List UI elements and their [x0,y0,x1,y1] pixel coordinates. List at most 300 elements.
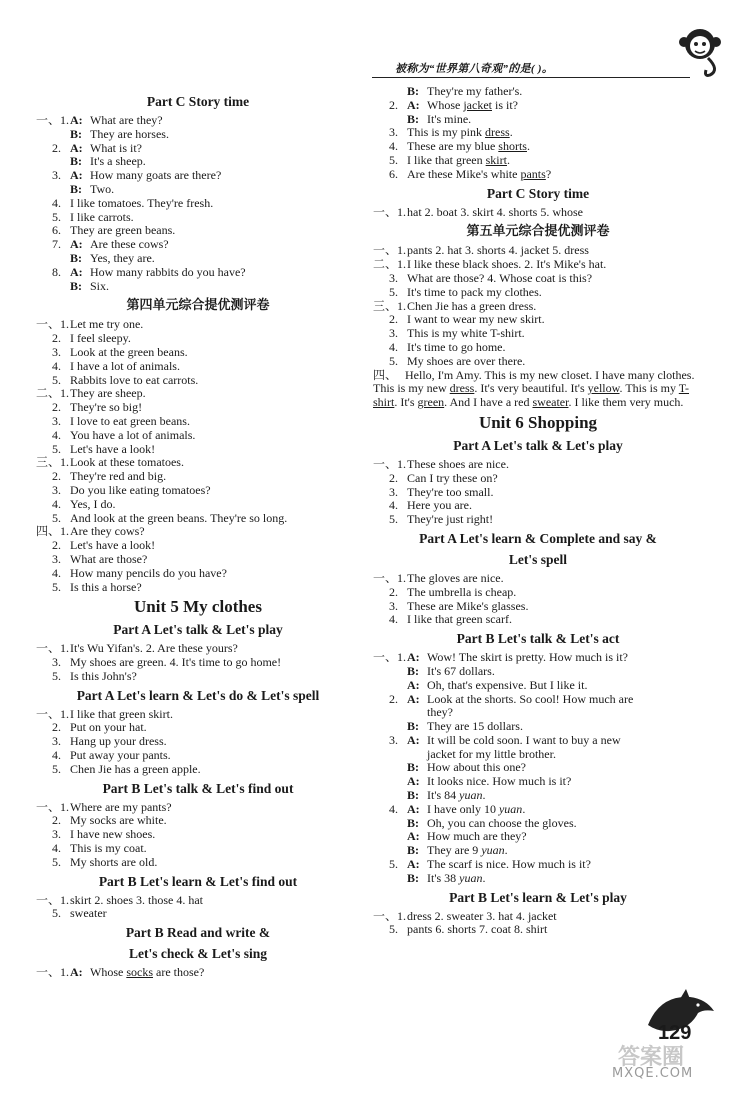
answer-word: dress [449,381,475,396]
line-text: pants 2. hat 3. shorts 4. jacket 5. dress [407,243,589,258]
item-number: 4. [52,565,61,580]
line-text: Whose [427,97,464,112]
line-body [427,706,453,720]
line-body [407,830,527,844]
line-body [70,966,204,980]
line-text: They are sheep. [70,386,146,401]
line-body [407,651,628,665]
italic-word: yuan [459,788,483,803]
line-text: Is this John's? [70,668,137,683]
answer-line [373,858,703,872]
speaker-label: A: [407,650,420,665]
answer-line [373,679,703,693]
line-text: Let's have a look! [70,441,156,456]
answer-line [36,763,360,777]
line-body [70,512,287,526]
line-text: They're too small. [407,484,494,499]
answer-line [36,155,360,169]
speaker-label: A: [70,965,83,980]
line-body [70,280,109,294]
italic-word: yuan [498,801,523,816]
answer-line [373,789,703,803]
line-body [407,775,571,789]
speaker-label: A: [407,774,420,789]
section-heading: Part A Let's talk & Let's play [113,622,283,638]
line-text: Do you like eating tomatoes? [70,482,211,497]
line-text: dress 2. sweater 3. hat 4. jacket [407,908,557,923]
item-number: 2. [52,140,61,155]
section-heading: Let's check & Let's sing [129,946,267,962]
line-text: I like these black shoes. 2. It's Mike's hat. [407,257,607,272]
answer-line [36,907,360,921]
item-number: 一、1. [373,243,407,258]
line-text: I like that green skirt. [70,706,173,721]
speaker-label: A: [407,97,420,112]
answer-line [373,472,703,486]
answer-line [36,128,360,142]
answer-line [373,748,703,762]
line-text: . [504,843,508,858]
speaker-label: B: [407,788,419,803]
speaker-label: B: [407,760,419,775]
line-text: My shoes are over there. [407,353,526,368]
item-number: 2. [52,400,61,415]
line-body [407,99,518,113]
line-text: How much are they? [427,829,527,844]
line-text: The scarf is nice. How much is it? [427,857,591,872]
line-text: . [526,139,530,154]
line-text: skirt 2. shoes 3. those 4. hat [70,892,203,907]
line-body [70,828,155,842]
line-text: My socks are white. [70,813,167,828]
item-number: 3. [52,344,61,359]
answer-line [373,99,703,113]
answer-line [36,567,360,581]
line-body [70,211,134,225]
answer-line [373,244,703,258]
speaker-label: A: [407,691,420,706]
line-text: It's time to go home. [407,339,506,354]
line-body [70,708,173,722]
item-number: 4. [52,748,61,763]
header-rule [372,77,690,78]
line-text: Put on your hat. [70,720,147,735]
line-text: What are those? [70,551,148,566]
item-number: 一、1. [373,908,407,923]
answer-line [36,429,360,443]
speaker-label: A: [70,168,83,183]
answer-line [36,894,360,908]
answer-line [36,553,360,567]
line-text: Oh, that's expensive. But I like it. [427,677,588,692]
line-text: hat 2. boat 3. skirt 4. shorts 5. whose [407,204,583,219]
line-text: It's 38 [427,870,460,885]
line-body [407,154,510,168]
item-number: 一、1. [36,965,70,980]
speaker-label: A: [407,801,420,816]
item-number: 3. [52,551,61,566]
item-number: 3. [389,270,398,285]
answer-line [36,484,360,498]
line-body [407,817,577,831]
answer-word: green [417,395,445,410]
section-heading: Part A Let's learn & Let's do & Let's spell [76,687,320,703]
answer-line [36,525,360,539]
answer-line [36,387,360,401]
answer-line [373,734,703,748]
line-body [70,114,163,128]
item-number: 2. [389,97,398,112]
paragraph-text: . I like them very much. [568,395,684,410]
line-body [407,789,486,803]
section-heading: Part A Let's learn & Complete and say & [419,530,657,546]
line-text: are those? [153,965,205,980]
answer-line [36,581,360,595]
line-text: What are those? 4. Whose coat is this? [407,270,593,285]
line-text: Put away your pants. [70,748,171,763]
line-body [70,429,195,443]
line-body [70,387,146,401]
line-text: How about this one? [427,760,526,775]
line-body [407,734,621,748]
answer-line [373,817,703,831]
line-text: How many pencils do you have? [70,565,227,580]
answer-line [36,114,360,128]
line-body [70,155,146,169]
answer-word: shorts [498,139,527,154]
line-body [70,567,227,581]
item-number: 一、1. [373,204,407,219]
item-number: 2. [52,469,61,484]
line-text: It's 67 dollars. [427,663,495,678]
line-body [407,586,516,600]
line-body [407,206,583,220]
line-text: Six. [90,278,110,293]
answer-line [373,154,703,168]
line-text: The gloves are nice. [407,570,504,585]
answer-line [36,539,360,553]
item-number: 2. [52,331,61,346]
answer-line [373,140,703,154]
line-body [70,525,145,539]
line-text: My shoes are green. 4. It's time to go home! [70,655,282,670]
answer-line [373,665,703,679]
answer-line [36,470,360,484]
line-text: And look at the green beans. They're so long. [70,510,288,525]
answer-line [373,458,703,472]
item-number: 一、1. [36,799,70,814]
line-text: It looks nice. How much is it? [427,774,572,789]
line-body [407,258,606,272]
item-number: 3. [52,168,61,183]
paragraph-text: . This is my [619,381,679,396]
item-number: 3. [52,482,61,497]
line-text: Look at the green beans. [70,344,188,359]
speaker-label: A: [407,677,420,692]
speaker-label: A: [70,264,83,279]
answer-word: socks [126,965,153,980]
line-body [407,286,542,300]
answer-line [373,600,703,614]
item-number: 5. [52,668,61,683]
answer-line [373,651,703,665]
line-body [407,85,522,99]
line-text: I want to wear my new skirt. [407,312,545,327]
line-body [70,894,203,908]
answer-word: sweater [532,395,569,410]
line-body [70,266,246,280]
line-body [407,923,547,937]
line-text: Are they cows? [70,524,145,539]
speaker-label: A: [407,732,420,747]
answer-line [36,252,360,266]
answer-line [36,169,360,183]
italic-word: yuan [459,870,483,885]
line-text: They are 15 dollars. [427,719,523,734]
answer-line [36,721,360,735]
line-body [407,600,528,614]
line-body [70,814,167,828]
line-body [407,872,486,886]
item-number: 3. [52,413,61,428]
item-number: 4. [52,358,61,373]
paragraph-text: Hello, I'm Amy. This is my new closet. I have many clothes. This is my new [373,367,695,396]
answer-line [373,286,703,300]
watermark-cn: 答案圈 [618,1045,685,1070]
line-text: They're my father's. [427,84,523,98]
item-number: 二、1. [373,257,407,272]
line-body [407,168,551,182]
paragraph-text: . And I have a red [444,395,533,410]
item-number: 4. [52,195,61,210]
line-text: Whose [90,965,127,980]
section-heading: Part B Read and write & [125,925,271,941]
line-text: This is my coat. [70,841,147,856]
line-text: I have new shoes. [70,827,156,842]
answer-line [373,706,703,720]
line-body [407,244,589,258]
answer-line [36,318,360,332]
line-body [407,313,545,327]
item-number: 5. [52,510,61,525]
speaker-label: B: [407,870,419,885]
item-number: 4. [52,496,61,511]
item-number: 四、1. [36,524,70,539]
line-body [407,458,509,472]
line-body [407,679,587,693]
line-text: This is my white T-shirt. [407,326,525,341]
line-text: Wow! The skirt is pretty. How much is it? [427,650,629,665]
line-text: Let me try one. [70,317,144,332]
line-text: I like carrots. [70,209,134,224]
section-heading: Part B Let's talk & Let's act [456,631,620,647]
line-text: I have only 10 [427,801,499,816]
answer-line [373,872,703,886]
answer-line [373,775,703,789]
line-text: Rabbits love to eat carrots. [70,372,199,387]
answer-line [36,183,360,197]
line-body [407,844,508,858]
line-body [407,665,495,679]
line-text: Yes, I do. [70,496,116,511]
line-text: Here you are. [407,498,472,513]
speaker-label: A: [70,113,83,127]
speaker-label: B: [70,126,82,141]
item-number: 一、1. [36,641,70,656]
answer-line [36,346,360,360]
section-heading: Let's spell [508,551,568,567]
answer-line [373,300,703,314]
line-body [407,341,505,355]
item-number: 2. [389,312,398,327]
line-body [407,613,512,627]
item-number: 4. [389,339,398,354]
line-body [70,763,201,777]
line-text: I like that green scarf. [407,612,512,627]
item-number: 2. [389,470,398,485]
line-text: I love to eat green beans. [70,413,190,428]
answer-line [373,586,703,600]
item-number: 2. [389,691,398,706]
line-body [70,470,166,484]
line-text: This is my pink [407,125,486,140]
item-number: 一、1. [373,650,407,665]
line-body [407,499,472,513]
section-heading: Part A Let's talk & Let's play [453,437,623,453]
speaker-label: B: [407,111,419,126]
italic-word: yuan [481,843,505,858]
answer-line [36,456,360,470]
line-body [70,801,172,815]
answer-line [36,443,360,457]
answer-line [36,735,360,749]
line-text: . [522,801,526,816]
section-heading: Part C Story time [486,185,590,201]
line-body [407,140,530,154]
line-text: Let's have a look! [70,538,156,553]
line-body [407,513,493,527]
item-number: 2. [52,720,61,735]
line-body [407,300,536,314]
answer-line [36,842,360,856]
item-number: 5. [52,579,61,594]
line-text: Two. [90,181,115,196]
answer-line [36,828,360,842]
item-number: 四、 [373,367,398,382]
line-text: These shoes are nice. [407,456,509,471]
speaker-label: B: [70,278,82,293]
answer-line [36,142,360,156]
answer-line [36,332,360,346]
line-text: Oh, you can choose the gloves. [427,815,577,830]
answer-word: jacket [463,97,492,112]
line-body [70,670,137,684]
line-text: It's Wu Yifan's. 2. Are these yours? [70,641,238,656]
line-body [70,318,143,332]
line-body [70,721,147,735]
item-number: 2. [52,813,61,828]
section-heading: Part B Let's learn & Let's play [449,889,627,905]
line-text: Chen Jie has a green dress. [407,298,537,313]
answer-line [36,224,360,238]
unit-title: Unit 6 Shopping [478,412,598,432]
speaker-label: B: [70,181,82,196]
section-heading: 第五单元综合提优测评卷 [466,224,610,240]
answer-line [373,844,703,858]
answer-word: pants [520,166,546,181]
section-heading: Part B Let's talk & Let's find out [102,780,294,796]
answer-line [373,272,703,286]
line-body [407,472,498,486]
item-number: 5. [389,353,398,368]
line-body [70,183,114,197]
answer-line [373,923,703,937]
answer-line [373,499,703,513]
line-body [407,720,523,734]
answer-line [373,355,703,369]
line-body [70,415,190,429]
line-body [427,748,556,762]
line-body [70,749,171,763]
item-number: 5. [52,854,61,869]
answer-line [36,656,360,670]
answer-line [36,670,360,684]
line-body [70,443,155,457]
answer-line [36,211,360,225]
line-text: Chen Jie has a green apple. [70,761,201,776]
line-body [407,113,471,127]
answer-line [373,113,703,127]
line-body [407,126,513,140]
line-text: They are 9 [427,843,482,858]
item-number: 4. [389,612,398,627]
line-body [70,553,147,567]
answer-line [36,360,360,374]
item-number: 3. [52,655,61,670]
item-number: 一、1. [36,317,70,332]
line-text: My shorts are old. [70,854,158,869]
line-body [70,842,147,856]
line-text: Are these Mike's white [407,166,521,181]
item-number: 3. [389,732,398,747]
answer-line [373,693,703,707]
line-text: Is this a horse? [70,579,142,594]
line-text: sweater [70,906,107,921]
item-number: 一、1. [36,892,70,907]
answer-line [373,720,703,734]
item-number: 5. [52,906,61,921]
line-text: . [482,870,486,885]
line-text: Look at these tomatoes. [70,455,184,470]
item-number: 4. [389,801,398,816]
line-body [407,858,591,872]
answer-line [36,280,360,294]
line-body [70,128,169,142]
line-body [70,642,238,656]
answer-line [36,197,360,211]
item-number: 5. [389,857,398,872]
line-text: . [506,152,510,167]
answer-line [36,966,360,980]
line-text: They are green beans. [70,223,176,238]
answer-line [36,401,360,415]
item-number: 5. [389,512,398,527]
line-text: . [482,788,486,803]
answer-line [36,238,360,252]
item-number: 三、1. [36,455,70,470]
line-body [70,735,167,749]
line-body [70,539,155,553]
